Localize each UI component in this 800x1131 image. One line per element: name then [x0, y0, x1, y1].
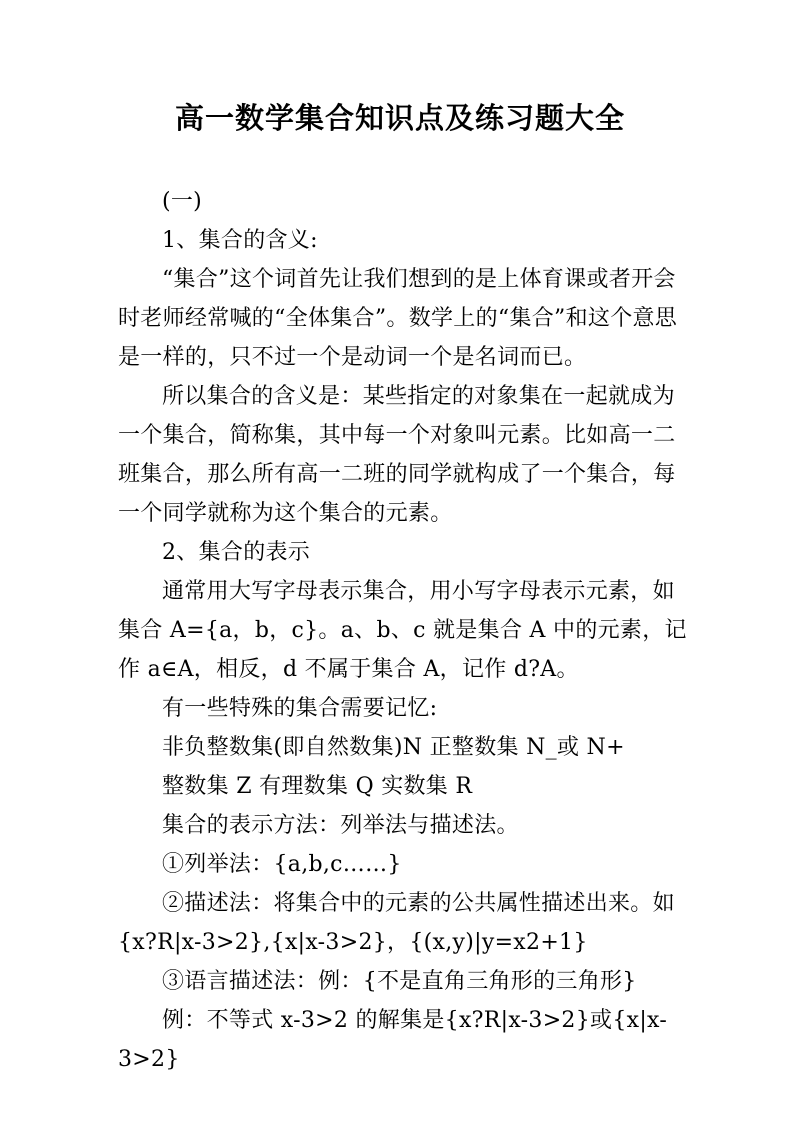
section-marker: (一) [162, 189, 203, 214]
paragraph-set-intro: “集合”这个词首先让我们想到的是上体育课或者开会时老师经常喊的“全体集合”。数学上的“集合”和这个意思是一样的，只不过一个是动词一个是名词而已。 [118, 267, 678, 370]
paragraph-description-method: ②描述法：将集合中的元素的公共属性描述出来。如{x?R|x-3>2},{x|x-3>2}，{(x,y)|y=x2+1} [118, 891, 675, 955]
paragraph-special-sets: 有一些特殊的集合需要记忆: [162, 696, 438, 721]
line-roster-method: ①列举法：{a,b,c……} [162, 852, 402, 877]
document-body [118, 182, 690, 1079]
heading-set-representation: 2、集合的表示 [162, 540, 311, 565]
paragraph-notation: 通常用大写字母表示集合，用小写字母表示元素，如集合 A={a，b，c}。a、b、c 就是集合 A 中的元素，记作 a∈A，相反，d 不属于集合 A，记作 d?A。 [118, 579, 687, 682]
line-example-inequality: 例：不等式 x-3>2 的解集是{x?R|x-3>2}或{x|x-3>2} [118, 1008, 668, 1072]
line-representation-methods: 集合的表示方法：列举法与描述法。 [162, 813, 519, 838]
line-language-description: ③语言描述法：例：{不是直角三角形的三角形} [162, 969, 637, 994]
line-natural-numbers: 非负整数集(即自然数集)N 正整数集 N_或 N+ [162, 735, 625, 760]
heading-set-meaning: 1、集合的含义: [162, 228, 318, 253]
paragraph-set-definition: 所以集合的含义是：某些指定的对象集在一起就成为一个集合，简称集，其中每一个对象叫元素。比如高一二班集合，那么所有高一二班的同学就构成了一个集合，每一个同学就称为这个集合的元素。 [118, 384, 676, 526]
document-title: 高一数学集合知识点及练习题大全 [174, 101, 625, 135]
line-integers-rationals-reals: 整数集 Z 有理数集 Q 实数集 R [162, 774, 473, 799]
